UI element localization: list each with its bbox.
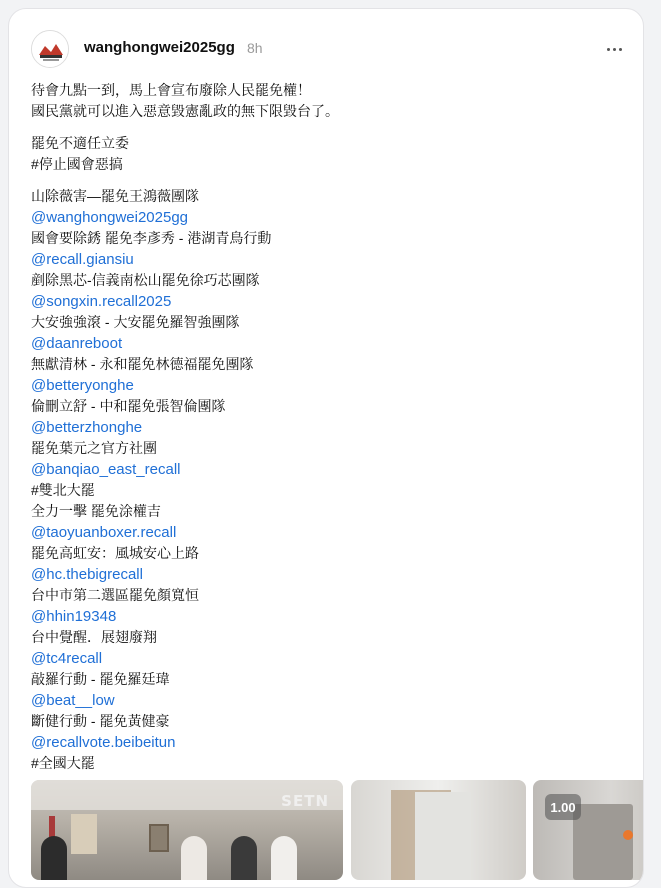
mention-link[interactable]: @recall.giansiu: [31, 251, 134, 268]
mention-link[interactable]: @tc4recall: [31, 650, 103, 667]
post-body: [31, 80, 621, 774]
avatar[interactable]: [31, 30, 69, 68]
intro-line: 國民黨就可以進入惡意毀憲亂政的無下限毀台了。: [31, 103, 339, 119]
list-item: 斷健行動 - 罷免黃健豪: [31, 713, 170, 729]
list-item: 無獻清林 - 永和罷免林德福罷免團隊: [31, 356, 254, 372]
list-item: 台中市第二選區罷免顏寬恒: [31, 587, 199, 603]
media-thumbnail-1[interactable]: [31, 780, 343, 880]
list-item: 台中覺醒．展翅廢翔: [31, 629, 157, 645]
person: [41, 836, 67, 880]
portrait: [149, 824, 169, 852]
mention-link[interactable]: @recallvote.beibeitun: [31, 734, 176, 751]
mention-link[interactable]: @betterzhonghe: [31, 419, 143, 436]
door-frame: [415, 792, 471, 880]
dot: [619, 48, 622, 51]
list-item: 大安強強滾 - 大安罷免羅智強團隊: [31, 314, 240, 330]
person: [181, 836, 207, 880]
dot: [613, 48, 616, 51]
mention-link[interactable]: @hhin19348: [31, 608, 117, 625]
knob: [623, 830, 633, 840]
list-item: 倫刪立舒 - 中和罷免張智倫團隊: [31, 398, 226, 414]
mention-link[interactable]: @hc.thebigrecall: [31, 566, 143, 583]
post-card: [8, 8, 644, 888]
hashtag-link[interactable]: #全國大罷: [31, 755, 95, 771]
media-thumbnail-2[interactable]: [351, 780, 526, 880]
playback-speed-badge[interactable]: 1.00: [545, 794, 581, 820]
wall-panel: [71, 814, 97, 854]
list-item: 國會要除銹 罷免李彥秀 - 港湖青鳥行動: [31, 230, 272, 246]
avatar-logo-icon: [32, 31, 69, 68]
list-item: 剷除黑芯-信義南松山罷免徐巧芯團隊: [31, 272, 260, 288]
list-item: 敲羅行動 - 罷免羅廷瑋: [31, 671, 170, 687]
list-item: 山除薇害—罷免王鴻薇團隊: [31, 188, 199, 204]
post-time: 8h: [247, 40, 263, 56]
more-options-icon[interactable]: [603, 38, 625, 60]
post-header: [31, 30, 631, 68]
username[interactable]: wanghongwei2025gg: [84, 39, 235, 56]
panel: [573, 804, 633, 880]
media-thumbnail-3[interactable]: [533, 780, 644, 880]
mention-link[interactable]: @taoyuanboxer.recall: [31, 524, 177, 541]
mention-link[interactable]: @beat__low: [31, 692, 115, 709]
mention-link[interactable]: @songxin.recall2025: [31, 293, 172, 310]
mention-link[interactable]: @banqiao_east_recall: [31, 461, 181, 478]
hashtag-link[interactable]: #雙北大罷: [31, 482, 95, 498]
intro-line: 待會九點一到，馬上會宣布廢除人民罷免權！: [31, 82, 311, 98]
tag-line: 罷免不適任立委: [31, 135, 129, 151]
list-item: 罷免高虹安：風城安心上路: [31, 545, 199, 561]
media-carousel[interactable]: [31, 780, 644, 880]
dot: [607, 48, 610, 51]
recall-list: [31, 186, 621, 774]
mention-link[interactable]: @betteryonghe: [31, 377, 134, 394]
channel-logo: SETN: [281, 792, 329, 810]
mention-link[interactable]: @wanghongwei2025gg: [31, 209, 189, 226]
list-item: 罷免葉元之官方社團: [31, 440, 157, 456]
person: [271, 836, 297, 880]
hashtag-link[interactable]: #停止國會惡搞: [31, 156, 123, 172]
person: [231, 836, 257, 880]
list-item: 全力一擊 罷免涂權吉: [31, 503, 161, 519]
mention-link[interactable]: @daanreboot: [31, 335, 123, 352]
